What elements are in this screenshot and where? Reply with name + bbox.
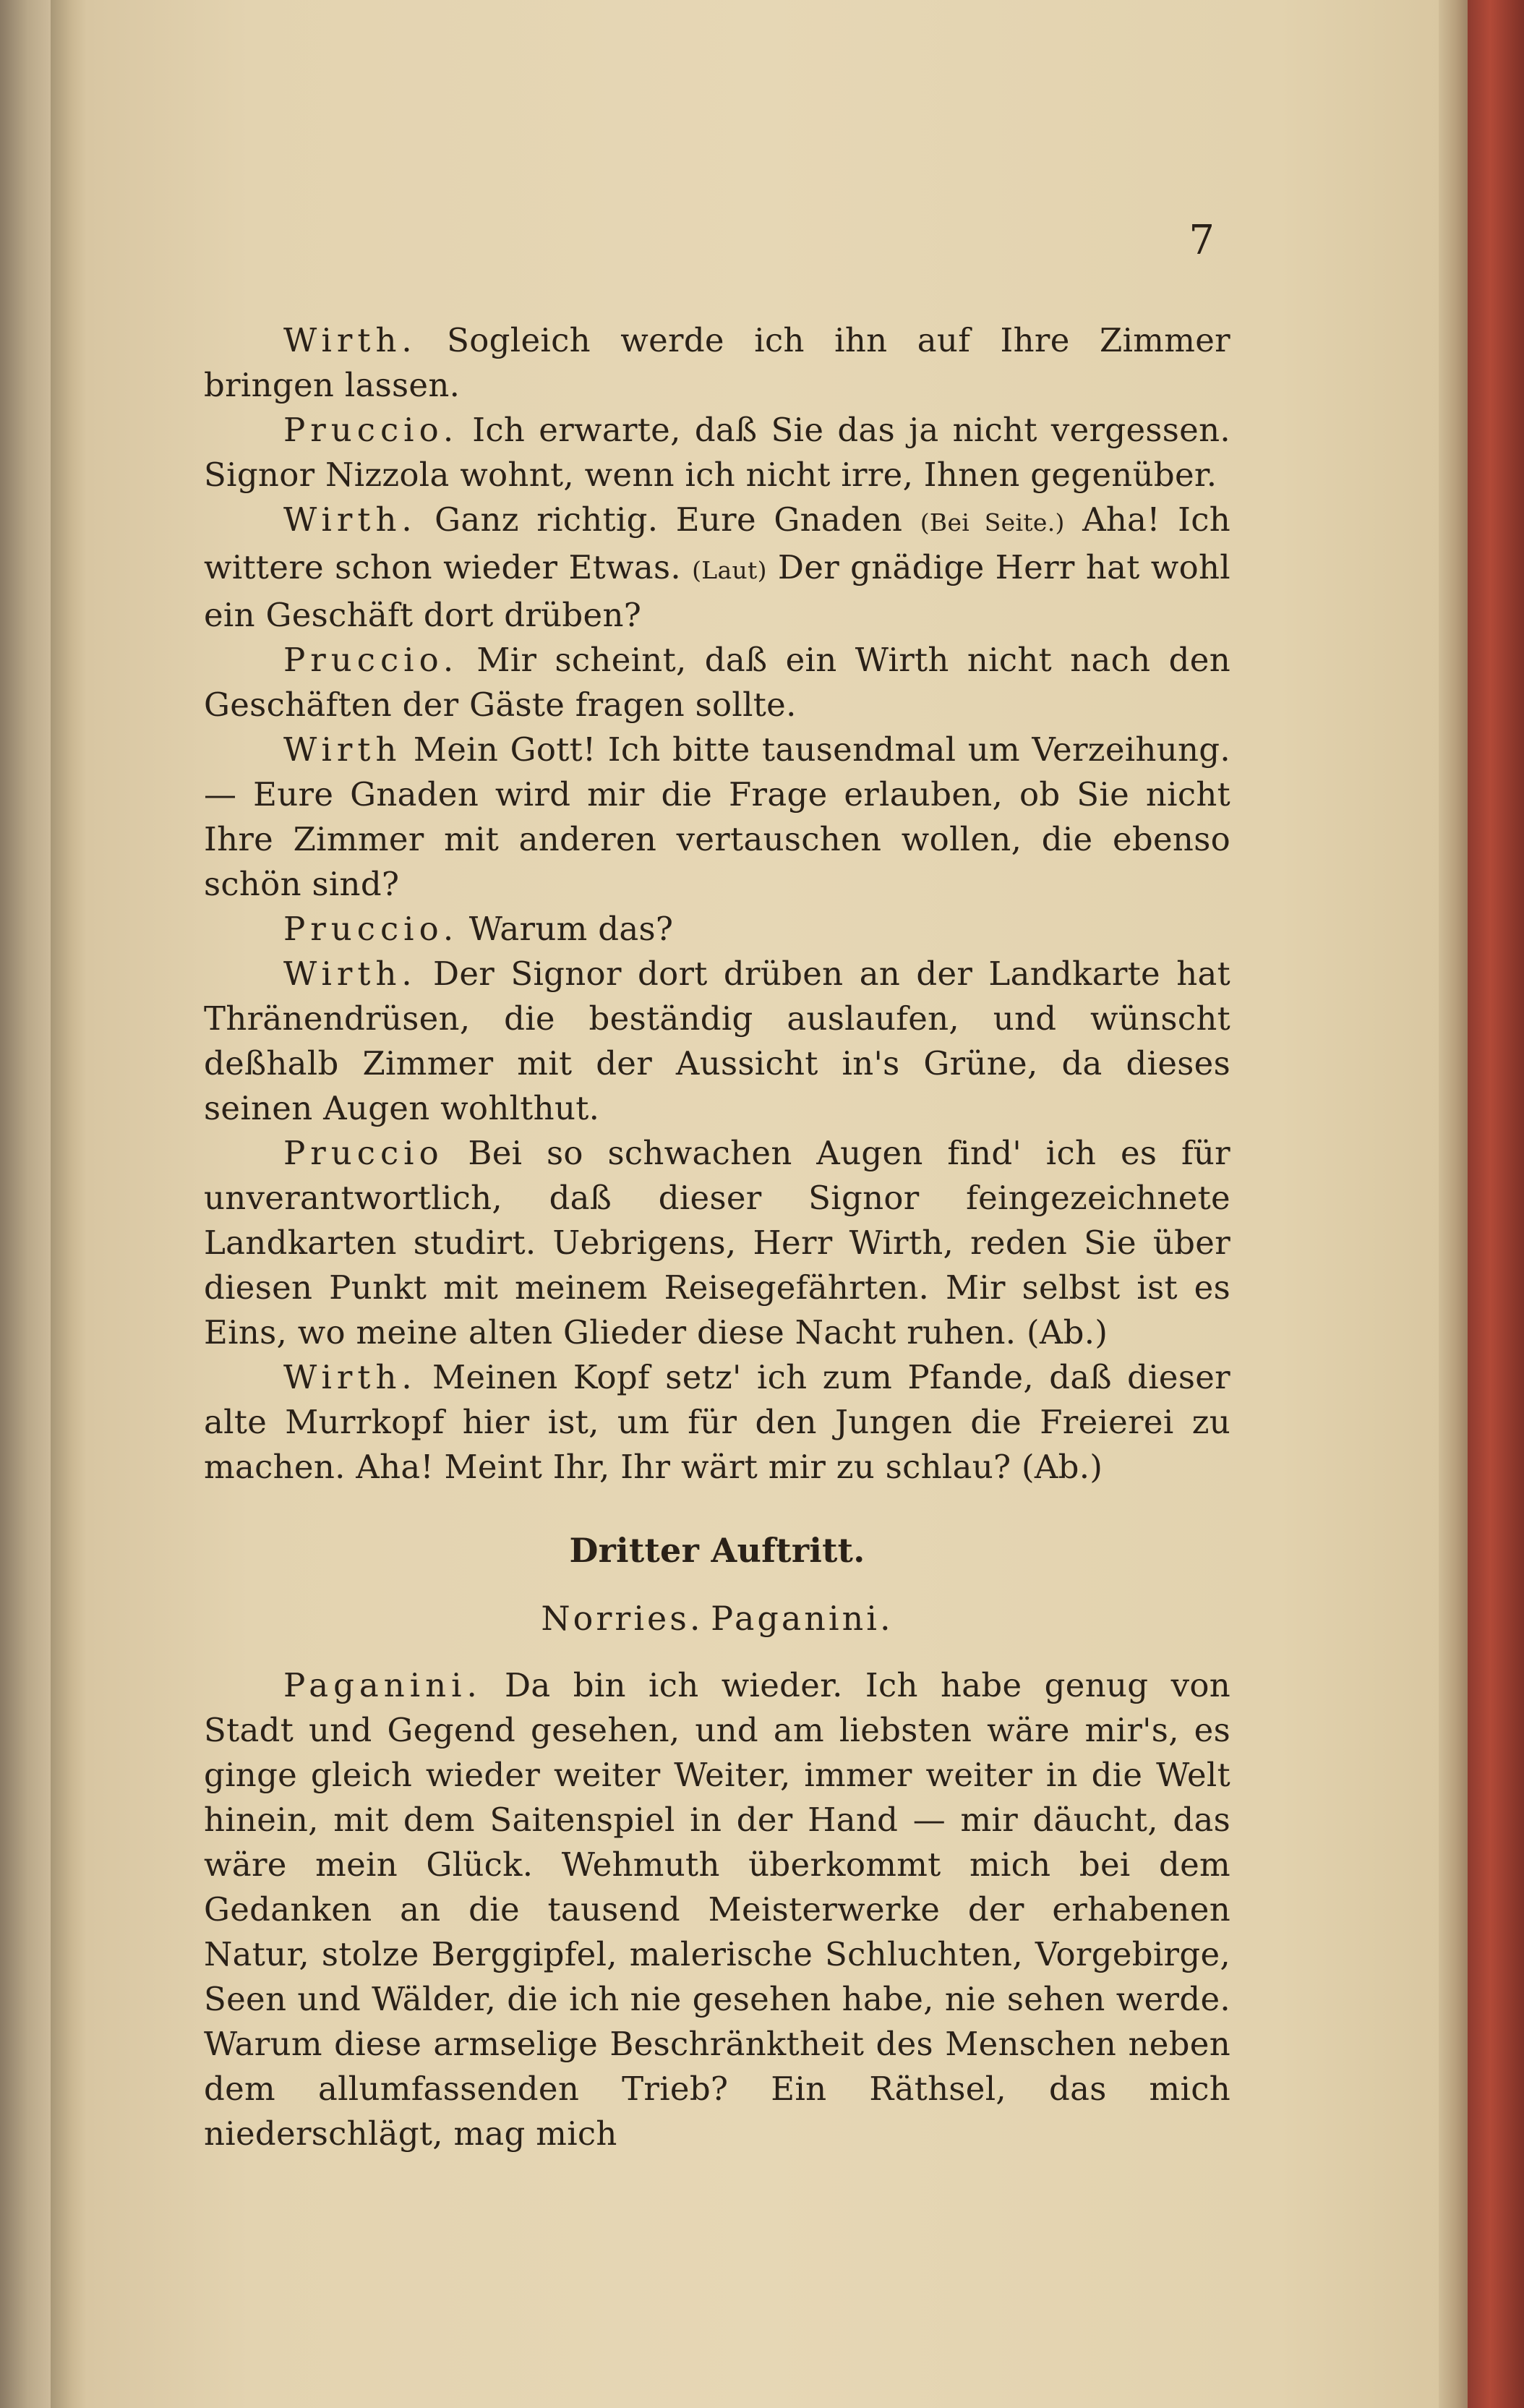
dialogue-text: Bei so schwachen Augen find' ich es für unverantwortlich, daß dieser Signor feingezeichnete Landkarten studirt. Uebrigens, Herr Wirth, reden Sie über diesen Punkt mit meinem Reisegefährten. Mir selbst ist es Eins, wo meine alten Glieder diese Nacht ruhen. (Ab.) [204,1134,1230,1352]
speaker-name: Pruccio. [283,910,459,948]
dialogue-paragraph [204,318,1230,408]
scene-heading: Dritter Auftritt. [569,1531,865,1570]
page-number: 7 [1189,217,1215,264]
dialogue-paragraph [204,408,1230,498]
book-gutter [51,0,87,2408]
character-name: Norries [541,1599,690,1638]
speaker-name: Pruccio. [283,411,459,449]
dialogue-text: Ganz richtig. Eure Gnaden [416,500,920,539]
page-edge-stack [1439,0,1468,2408]
character-name: Paganini. [711,1599,894,1638]
text-block [204,318,1230,2156]
stage-direction: (Laut) [692,556,767,584]
facing-page-edge [0,0,51,2408]
dialogue-text: Da bin ich wieder. Ich habe genug von Stadt und Gegend gesehen, und am liebsten wäre mir's, es ginge gleich wieder weiter Weiter, immer weiter in die Welt hinein, mit dem Saitenspiel in der Hand — mir däucht, das wäre mein Glück. Wehmuth überkommt mich bei dem Gedanken an die tausend Meisterwerke der erhabenen Natur, stolze Berggipfel, malerische Schluchten, Vorgebirge, Seen und Wälder, die ich nie gesehen habe, nie sehen werde. Warum diese armselige Beschränktheit des Menschen neben dem allumfassenden Trieb? Ein Räthsel, das mich niederschlägt, mag mich [204,1666,1230,2153]
dialogue-text: Der gnädige Herr hat wohl ein Geschäft dort drüben? [204,548,1230,634]
character-separator: . [689,1599,711,1638]
dialogue-paragraph [204,1355,1230,1490]
speaker-name: Wirth. [283,321,417,359]
dialogue-paragraph [204,727,1230,907]
red-cover-edge [1468,0,1524,2408]
speaker-name: Wirth. [283,1358,417,1396]
dialogue-text: Mein Gott! Ich bitte tausendmal um Verzeihung. — Eure Gnaden wird mir die Frage erlauben, ob Sie nicht Ihre Zimmer mit anderen vertauschen wollen, die ebenso schön sind? [204,730,1230,903]
stage-direction: (Bei Seite.) [920,508,1065,537]
dialogue-paragraph [204,1663,1230,2156]
dialogue-paragraph [204,498,1230,638]
speaker-name: Paganini. [283,1666,482,1704]
dialogue-paragraph [204,952,1230,1131]
dialogue-paragraph [204,1131,1230,1355]
dialogue-text: Sogleich werde ich ihn auf Ihre Zimmer bringen lassen. [204,321,1230,404]
dialogue-text: Mir scheint, daß ein Wirth nicht nach den Geschäften der Gäste fragen sollte. [204,641,1230,724]
speaker-name: Pruccio [283,1134,444,1172]
dialogue-text: Meinen Kopf setz' ich zum Pfande, daß dieser alte Murrkopf hier ist, um für den Jungen die Freierei zu machen. Aha! Meint Ihr, Ihr wärt mir zu schlau? (Ab.) [204,1358,1230,1486]
character-list [204,1592,1230,1644]
speaker-name: Wirth [283,730,402,769]
speaker-name: Wirth. [283,955,417,993]
dialogue-text: Aha! Ich wittere schon wieder Etwas. [204,500,1230,586]
dialogue-paragraph [204,638,1230,727]
dialogue-paragraph [204,907,1230,952]
dialogue-text: Ich erwarte, daß Sie das ja nicht vergessen. Signor Nizzola wohnt, wenn ich nicht irre, Ihnen gegenüber. [204,411,1230,494]
speaker-name: Wirth. [283,500,417,539]
dialogue-text: Warum das? [458,910,674,948]
dialogue-text: Der Signor dort drüben an der Landkarte hat Thränendrüsen, die beständig auslaufen, und wünscht deßhalb Zimmer mit der Aussicht in's Grüne, da dieses seinen Augen wohlthut. [204,955,1230,1127]
speaker-name: Pruccio. [283,641,459,679]
